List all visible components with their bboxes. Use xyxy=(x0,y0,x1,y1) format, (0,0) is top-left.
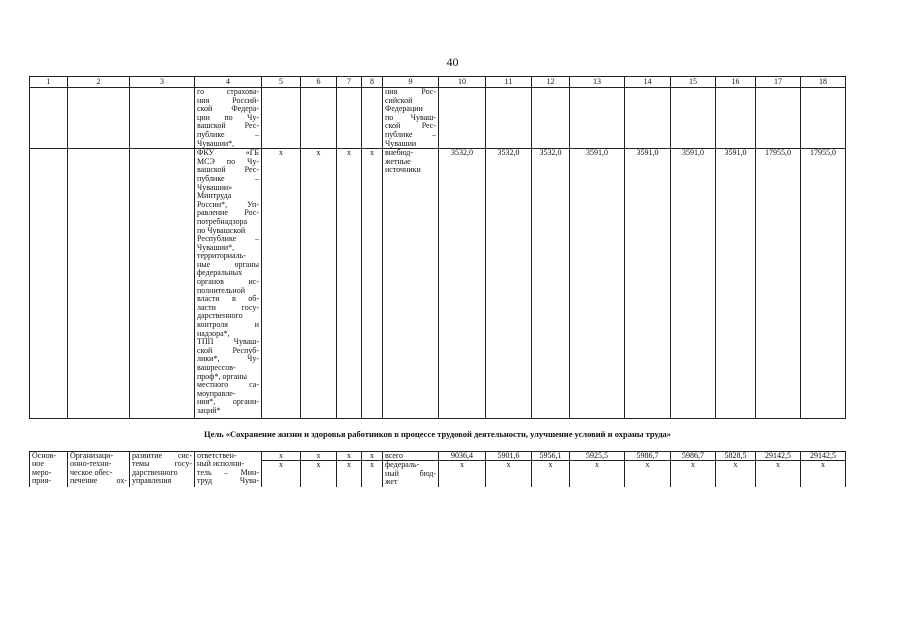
value-cell: 5986,7 xyxy=(671,451,716,461)
value-cell: 5986,7 xyxy=(625,451,671,461)
funding-source-cell: всего xyxy=(383,451,439,461)
header-cell: 2 xyxy=(68,77,130,88)
funding-source-cell: федераль- ный бюд- жет xyxy=(383,461,439,487)
measure-name-cell: Организаци- онно-техни- ческое обес- печение ох- xyxy=(68,451,130,487)
executors-cell: ФКУ «ГБ МСЭ по Чу- вашской Рес- публике – Чувашии» Минтруда России*, Уп- равление Рос- потребнадзора по Чувашской Республике – Чувашии*, территориаль- ные органы федеральных органов ис- полнительной власти в об- ласти госу- дарственного контроля и надзора*, ТПП Чуваш- ской Респуб- лики*, Чу- вашрессов- проф*, органы местного са- моуправле- ния*, органи- заций* xyxy=(195,149,262,418)
header-cell: 6 xyxy=(301,77,337,88)
value-cell: 3591,0 xyxy=(716,149,756,418)
header-cell: 16 xyxy=(716,77,756,88)
value-cell: 5828,5 xyxy=(716,451,756,461)
x-cell: x xyxy=(262,451,301,461)
header-cell: 9 xyxy=(383,77,439,88)
executors-cell: ответствен- ный исполни- тель – Мин- труд Чува- xyxy=(195,451,262,487)
x-cell: x xyxy=(362,461,383,487)
x-cell: x xyxy=(301,461,337,487)
x-cell: x xyxy=(337,461,362,487)
x-cell: x xyxy=(362,149,383,418)
value-cell: x xyxy=(716,461,756,487)
table-row xyxy=(30,451,846,461)
value-cell: 9036,4 xyxy=(439,451,486,461)
value-cell: 17955,0 xyxy=(756,149,801,418)
value-cell: 5956,1 xyxy=(532,451,570,461)
header-cell: 1 xyxy=(30,77,68,88)
value-cell: 3532,0 xyxy=(486,149,532,418)
x-cell: x xyxy=(301,451,337,461)
header-cell: 14 xyxy=(625,77,671,88)
value-cell: x xyxy=(570,461,625,487)
funding-source-cell: ния Рос- сийской Федерации по Чуваш- ской Рес- публике – Чувашии xyxy=(383,88,439,149)
value-cell: 3591,0 xyxy=(570,149,625,418)
x-cell: x xyxy=(262,461,301,487)
header-cell: 7 xyxy=(337,77,362,88)
value-cell: x xyxy=(671,461,716,487)
header-cell: 5 xyxy=(262,77,301,88)
value-cell: 3532,0 xyxy=(439,149,486,418)
value-cell: 3532,0 xyxy=(532,149,570,418)
header-cell: 4 xyxy=(195,77,262,88)
x-cell: x xyxy=(362,451,383,461)
value-cell: x xyxy=(532,461,570,487)
header-cell: 12 xyxy=(532,77,570,88)
header-cell: 8 xyxy=(362,77,383,88)
goal-row xyxy=(30,418,846,451)
x-cell: x xyxy=(301,149,337,418)
header-cell: 3 xyxy=(130,77,195,88)
value-cell: 29142,5 xyxy=(801,451,846,461)
header-cell: 18 xyxy=(801,77,846,88)
value-cell: x xyxy=(625,461,671,487)
task-cell: развитие сис- темы госу- дарственного управления xyxy=(130,451,195,487)
value-cell: 5901,6 xyxy=(486,451,532,461)
x-cell: x xyxy=(262,149,301,418)
value-cell: 17955,0 xyxy=(801,149,846,418)
table-row xyxy=(30,88,846,149)
value-cell: x xyxy=(439,461,486,487)
table-row xyxy=(30,149,846,418)
page-number: 40 xyxy=(446,55,459,69)
header-cell: 11 xyxy=(486,77,532,88)
x-cell: x xyxy=(337,451,362,461)
funding-source-cell: внебюд- жетные источники xyxy=(383,149,439,418)
program-table xyxy=(29,76,846,487)
header-cell: 10 xyxy=(439,77,486,88)
column-number-row xyxy=(30,77,846,88)
header-cell: 17 xyxy=(756,77,801,88)
value-cell: x xyxy=(486,461,532,487)
value-cell: 3591,0 xyxy=(625,149,671,418)
value-cell: 5925,5 xyxy=(570,451,625,461)
value-cell: 3591,0 xyxy=(671,149,716,418)
header-cell: 13 xyxy=(570,77,625,88)
goal-heading: Цель «Сохранение жизни и здоровья работников в процессе трудовой деятельности, улучшение условий и охраны труда» xyxy=(30,418,846,451)
header-cell: 15 xyxy=(671,77,716,88)
measure-type-cell: Основ- ное меро- прия- xyxy=(30,451,68,487)
value-cell: 29142,5 xyxy=(756,451,801,461)
value-cell: x xyxy=(756,461,801,487)
executors-cell: го страхова- ния Россий- ской Федера- ции по Чу- вашской Рес- публике – Чувашии*, xyxy=(195,88,262,149)
value-cell: x xyxy=(801,461,846,487)
x-cell: x xyxy=(337,149,362,418)
